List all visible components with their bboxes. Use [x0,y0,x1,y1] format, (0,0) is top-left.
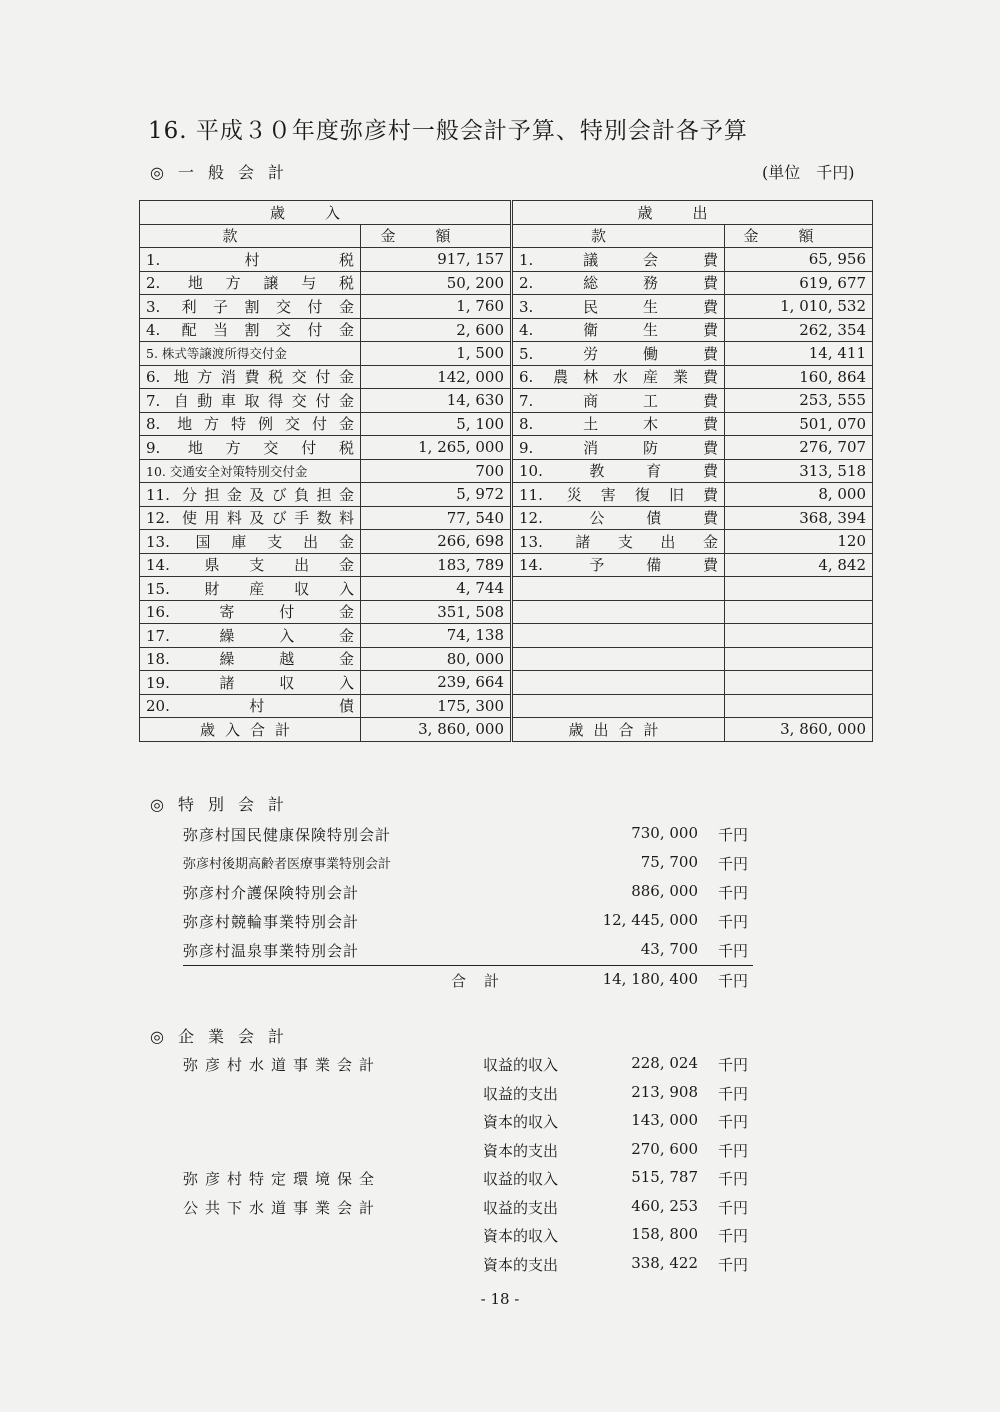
list-item [183,1250,753,1279]
account-amount: 43, 700 [640,940,698,958]
expense-amount [725,694,873,718]
special-total: 14, 180, 400 [602,970,698,988]
revenue-item: 7. 自動車取得交付金 [140,389,361,413]
amount-unit: 千円 [717,972,748,990]
amount-unit: 千円 [717,1255,748,1274]
revenue-item: 4. 配当割交付金 [140,318,361,342]
revenue-item: 14. 県支出金 [140,553,361,577]
expense-amount: 501, 070 [725,412,873,436]
revenue-item: 15. 財産収入 [140,577,361,601]
expense-item [512,647,725,671]
entry-label: 資本的支出 [483,1255,559,1274]
revenue-amount: 80, 000 [361,647,512,671]
revenue-item: 18. 繰越金 [140,647,361,671]
expense-amount [725,647,873,671]
amount-unit: 千円 [717,1198,748,1217]
expense-amount: 4, 842 [725,553,873,577]
amount-unit: 千円 [717,855,748,873]
table-row [140,506,873,530]
entry-amount: 143, 000 [631,1111,698,1129]
revenue-amount: 917, 157 [361,248,512,272]
expense-amount [725,600,873,624]
revenue-amount-header: 金額 [361,224,512,248]
expense-item: 9. 消防費 [512,436,725,460]
amount-unit: 千円 [717,942,748,960]
expense-total: 3, 860, 000 [725,718,873,742]
list-item [183,1050,753,1079]
expense-amount: 262, 354 [725,318,873,342]
entry-label: 資本的支出 [483,1141,559,1160]
entry-amount: 213, 908 [631,1082,698,1101]
revenue-item: 6. 地方消費税交付金 [140,365,361,389]
expense-amount [725,671,873,695]
revenue-amount: 4, 744 [361,577,512,601]
expense-item: 8. 土木費 [512,412,725,436]
expense-amount: 14, 411 [725,342,873,366]
account-name: 弥彦村介護保険特別会計 [183,884,360,902]
entry-label: 収益的支出 [483,1084,559,1103]
general-account-label: 一般会計 [177,163,298,182]
table-row [140,483,873,507]
revenue-amount: 1, 500 [361,342,512,366]
table-row [140,248,873,272]
amount-unit: 千円 [717,1227,748,1245]
entry-label: 収益的収入 [483,1170,559,1188]
section-mark: ◎ [150,1027,164,1046]
revenue-item: 12. 使用料及び手数料 [140,506,361,530]
amount-unit: 千円 [717,1170,748,1188]
revenue-amount: 239, 664 [361,671,512,695]
table-row [140,671,873,695]
revenue-amount: 183, 789 [361,553,512,577]
amount-unit: 千円 [717,1056,748,1074]
revenue-total: 3, 860, 000 [361,718,512,742]
expense-item [512,600,725,624]
list-item [183,878,753,907]
expense-item [512,694,725,718]
special-total-row [183,966,753,995]
table-row [140,600,873,624]
section-mark: ◎ [150,163,164,182]
entry-amount: 515, 787 [631,1168,698,1186]
table-row [140,365,873,389]
expense-amount [725,577,873,601]
table-row [140,624,873,648]
revenue-amount: 50, 200 [361,271,512,295]
enterprise-account-list [183,1050,753,1278]
table-row [140,459,873,483]
revenue-item: 10. 交通安全対策特別交付金 [140,459,361,483]
expense-amount [725,624,873,648]
expense-item [512,624,725,648]
account-name: 弥彦村温泉事業特別会計 [183,942,360,960]
revenue-item: 8. 地方特例交付金 [140,412,361,436]
table-row [140,271,873,295]
entry-amount: 338, 422 [631,1253,698,1272]
list-item [183,1079,753,1108]
table-row [140,342,873,366]
revenue-amount: 14, 630 [361,389,512,413]
entry-amount: 158, 800 [631,1225,698,1243]
section-mark: ◎ [150,795,164,814]
account-amount: 75, 700 [640,853,698,871]
expense-amount: 253, 555 [725,389,873,413]
table-row [140,647,873,671]
amount-unit: 千円 [717,1113,748,1131]
account-amount: 730, 000 [631,824,698,842]
expense-item-header: 款 [512,224,725,248]
account-name: 弥彦村競輪事業特別会計 [183,913,360,931]
entry-label: 収益的収入 [483,1056,559,1074]
expense-amount: 1, 010, 532 [725,295,873,319]
revenue-amount: 5, 972 [361,483,512,507]
expense-item: 6. 農林水産業費 [512,365,725,389]
amount-unit: 千円 [717,1084,748,1103]
general-budget-table [139,200,873,742]
table-row [140,530,873,554]
total-row [140,718,873,742]
revenue-amount: 700 [361,459,512,483]
expense-amount: 160, 864 [725,365,873,389]
revenue-amount: 77, 540 [361,506,512,530]
expense-amount: 120 [725,530,873,554]
expense-item: 7. 商工費 [512,389,725,413]
expense-item: 11. 災害復旧費 [512,483,725,507]
revenue-item: 9. 地方交付税 [140,436,361,460]
expense-amount-header: 金額 [725,224,873,248]
revenue-item: 3. 利子割交付金 [140,295,361,319]
unit-label: (単位 千円) [762,163,855,182]
expense-item [512,577,725,601]
page-number: - 18 - [480,1290,520,1308]
account-name: 弥彦村水道事業会計 [183,1056,382,1074]
expense-item: 4. 衛生費 [512,318,725,342]
expense-item: 2. 総務費 [512,271,725,295]
list-item [183,936,753,966]
revenue-header: 歳入 [140,201,512,225]
account-name: 弥彦村後期高齢者医療事業特別会計 [183,857,392,872]
revenue-amount: 1, 265, 000 [361,436,512,460]
table-row [140,389,873,413]
expense-amount: 368, 394 [725,506,873,530]
list-item [183,820,753,849]
page-title: 16. 平成３０年度弥彦村一般会計予算、特別会計各予算 [148,118,748,144]
revenue-amount: 5, 100 [361,412,512,436]
expense-item: 1. 議会費 [512,248,725,272]
list-item [183,907,753,936]
revenue-item: 5. 株式等譲渡所得交付金 [140,342,361,366]
expense-amount: 313, 518 [725,459,873,483]
table-row [140,412,873,436]
list-item [183,1136,753,1165]
table-row [140,694,873,718]
revenue-amount: 74, 138 [361,624,512,648]
revenue-amount: 2, 600 [361,318,512,342]
list-item [183,1107,753,1136]
revenue-amount: 351, 508 [361,600,512,624]
table-row [140,318,873,342]
account-name: 公共下水道事業会計 [183,1198,382,1217]
revenue-amount: 1, 760 [361,295,512,319]
expense-item: 10. 教育費 [512,459,725,483]
expense-item: 5. 労働費 [512,342,725,366]
revenue-item: 11. 分担金及び負担金 [140,483,361,507]
expense-total-label: 歳出合計 [512,718,725,742]
expense-item: 13. 諸支出金 [512,530,725,554]
entry-amount: 228, 024 [631,1054,698,1072]
enterprise-account-label: 企業会計 [177,1027,298,1046]
account-name: 弥彦村特定環境保全 [183,1170,382,1188]
revenue-item: 19. 諸収入 [140,671,361,695]
revenue-total-label: 歳入合計 [140,718,361,742]
table-row [140,553,873,577]
amount-unit: 千円 [717,1141,748,1160]
revenue-amount: 266, 698 [361,530,512,554]
list-item [183,849,753,878]
table-row [140,295,873,319]
revenue-amount: 142, 000 [361,365,512,389]
account-amount: 12, 445, 000 [602,911,698,929]
revenue-item: 1. 村税 [140,248,361,272]
expense-header: 歳出 [512,201,873,225]
expense-item [512,671,725,695]
expense-item: 14. 予備費 [512,553,725,577]
list-item [183,1164,753,1193]
amount-unit: 千円 [717,884,748,902]
entry-label: 収益的支出 [483,1198,559,1217]
revenue-item-header: 款 [140,224,361,248]
entry-label: 資本的収入 [483,1113,559,1131]
account-amount: 886, 000 [631,882,698,900]
entry-amount: 460, 253 [631,1196,698,1215]
amount-unit: 千円 [717,913,748,931]
entry-label: 資本的収入 [483,1227,559,1245]
special-account-label: 特別会計 [177,795,298,814]
revenue-item: 20. 村債 [140,694,361,718]
expense-item: 3. 民生費 [512,295,725,319]
expense-amount: 8, 000 [725,483,873,507]
special-total-label: 合計 [451,972,518,990]
entry-amount: 270, 600 [631,1139,698,1158]
revenue-item: 13. 国庫支出金 [140,530,361,554]
list-item [183,1221,753,1250]
special-account-heading [150,792,298,815]
list-item [183,1193,753,1222]
enterprise-account-heading [150,1024,298,1047]
table-row [140,436,873,460]
revenue-item: 2. 地方譲与税 [140,271,361,295]
general-account-heading [150,160,298,183]
revenue-amount: 175, 300 [361,694,512,718]
expense-amount: 276, 707 [725,436,873,460]
expense-amount: 65, 956 [725,248,873,272]
special-account-list [183,820,753,995]
expense-item: 12. 公債費 [512,506,725,530]
account-name: 弥彦村国民健康保険特別会計 [183,826,392,844]
amount-unit: 千円 [717,826,748,844]
revenue-item: 16. 寄付金 [140,600,361,624]
revenue-item: 17. 繰入金 [140,624,361,648]
expense-amount: 619, 677 [725,271,873,295]
table-row [140,577,873,601]
